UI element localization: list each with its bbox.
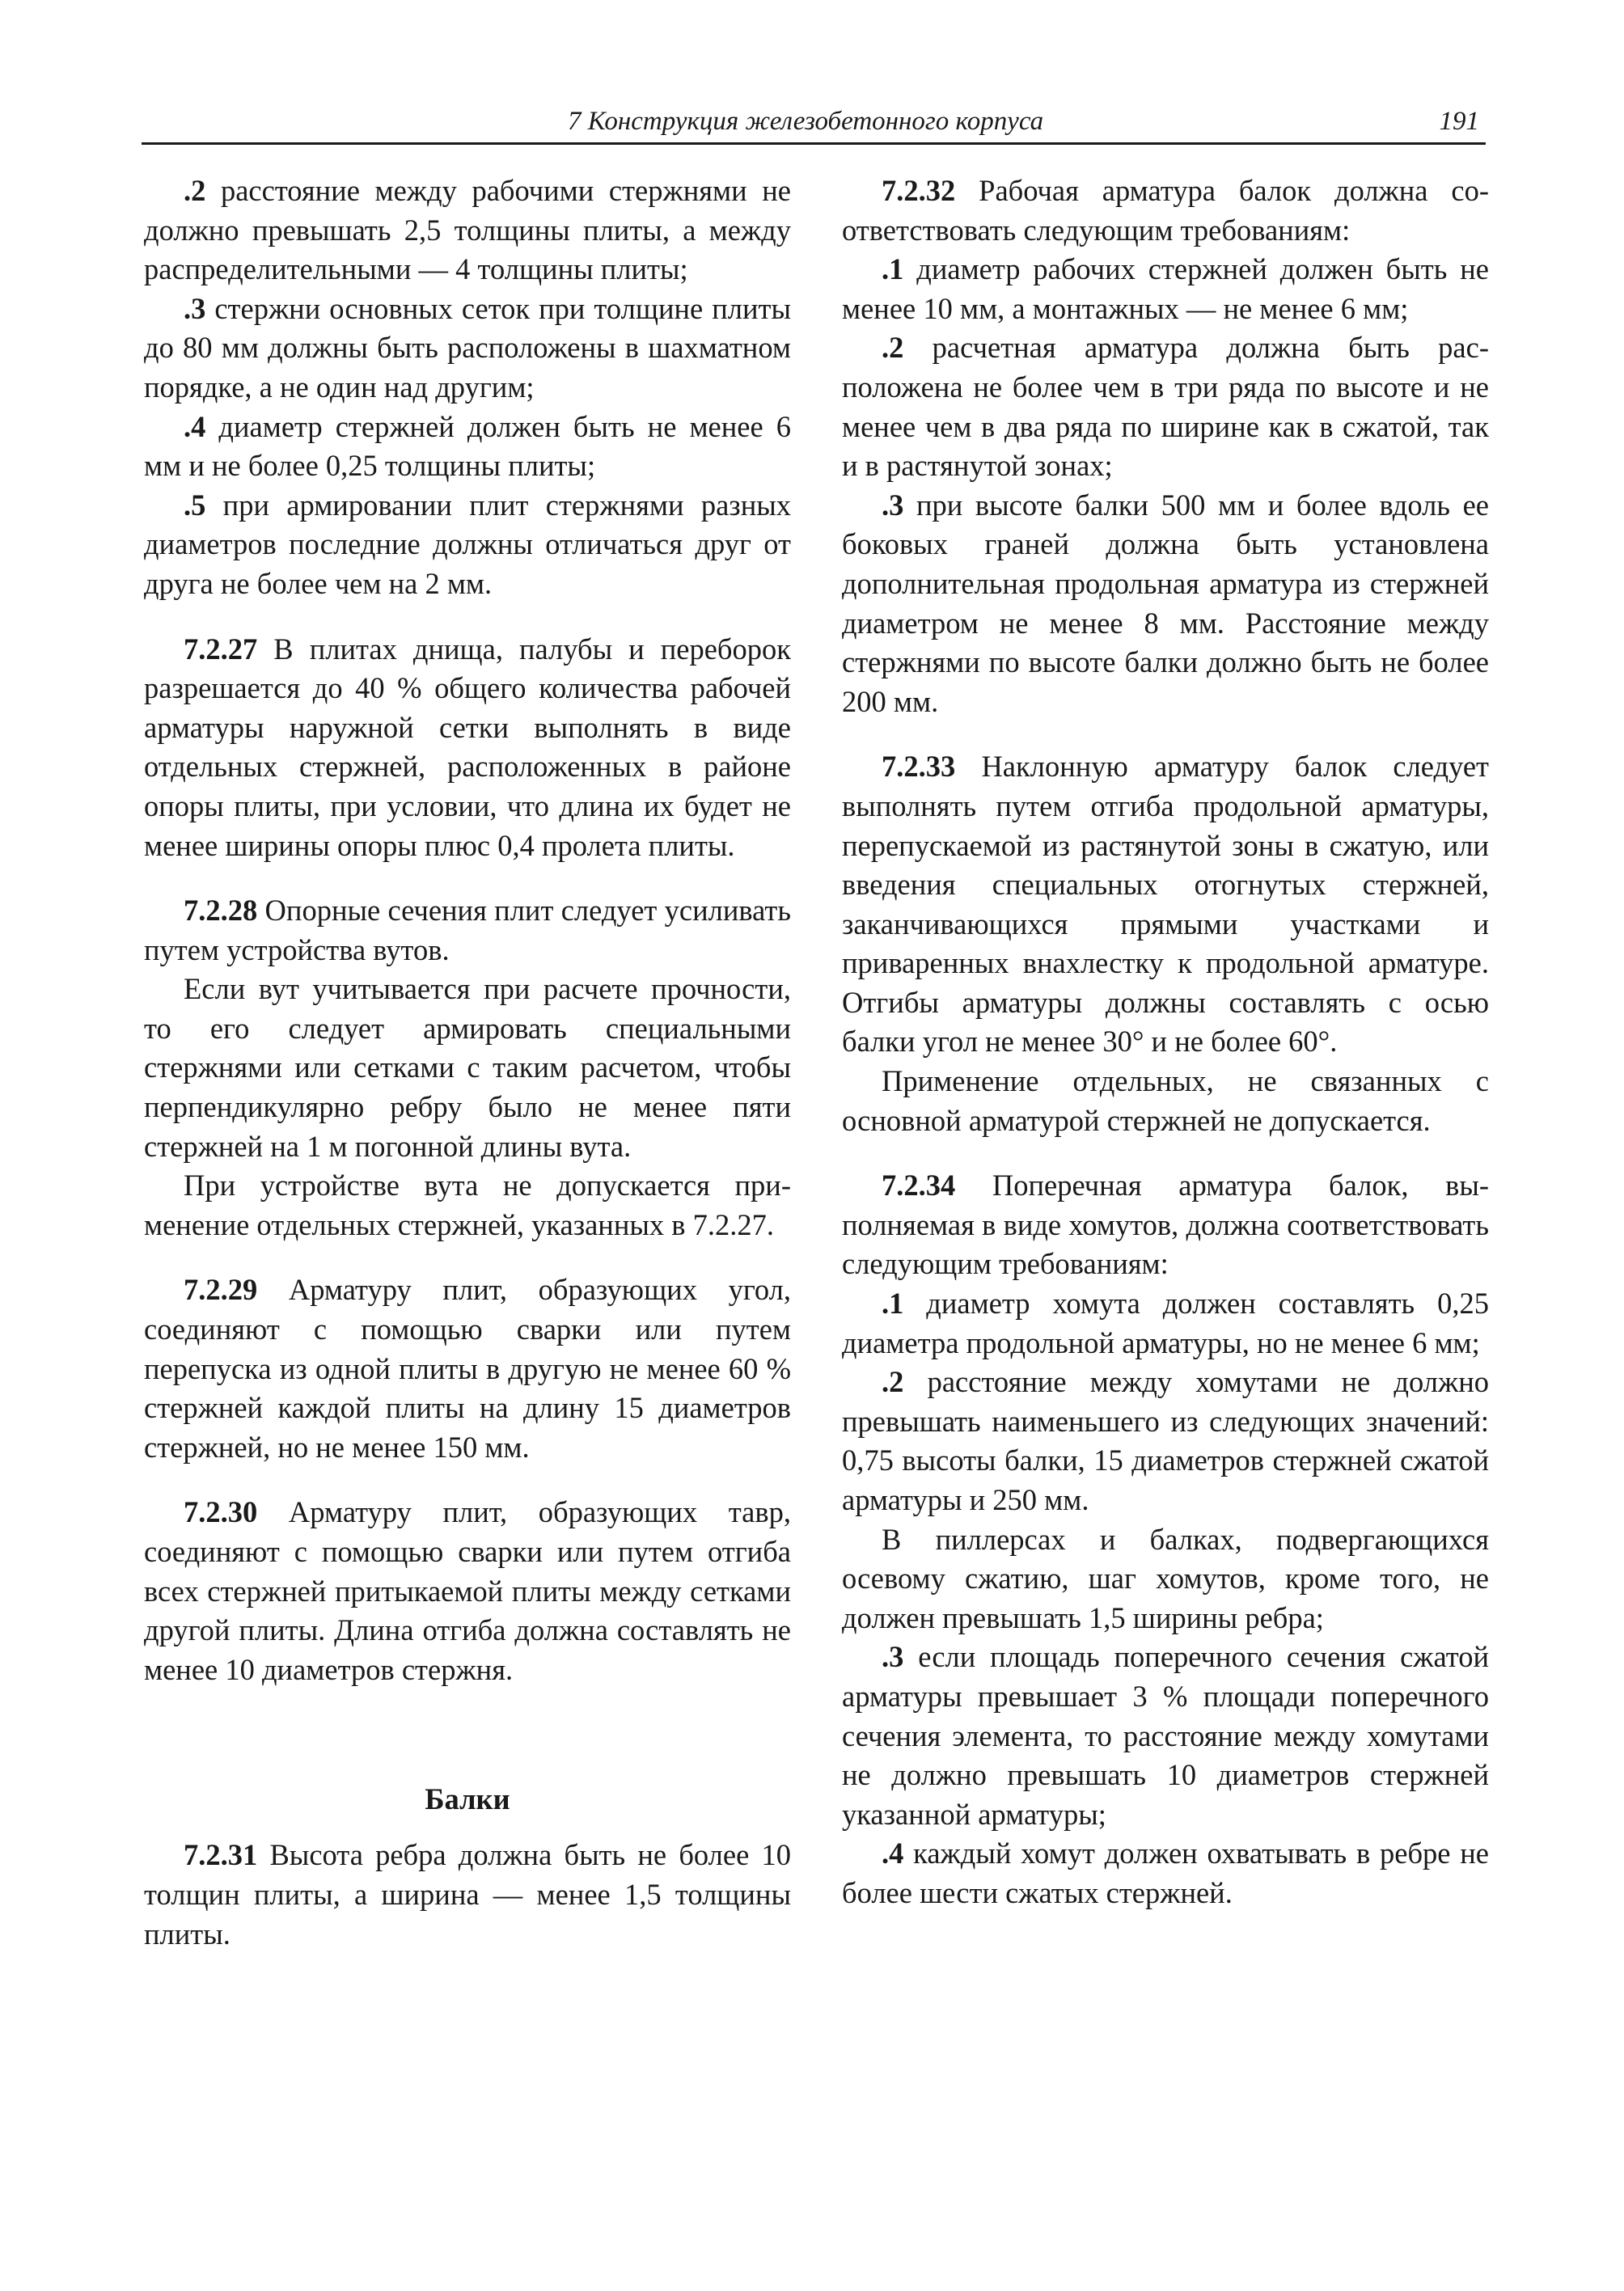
clause-text: диаметр стержней должен быть не менее 6 мм и не более 0,25 толщины плиты; [144,409,791,483]
clause-text: расстояние между рабочими стержнями не должно превышать 2,5 толщины плиты, а между распределительными — 4 толщины плиты; [144,174,791,286]
paragraph [842,747,1489,1062]
clause-number: 7.2.29 [184,1273,258,1307]
paragraph [842,1284,1489,1363]
paragraph [842,1166,1489,1284]
clause-text: Применение отдельных, не связанных с основной арматурой стержней не допускается. [842,1064,1489,1137]
clause-number: .3 [184,291,206,325]
paragraph [842,1834,1489,1913]
clause-number: 7.2.32 [882,174,956,207]
clause-text: Поперечная арматура балок, выполняемая в виде хомутов, должна соответствовать следующим требованиям: [842,1169,1489,1281]
clause-text: при высоте балки 500 мм и более вдоль ее боковых граней должна быть установлена дополнительная продольная арматура из стержней диаметром не менее 8 мм. Расстояние между стержнями по высоте балки должно быть не более 200 мм. [842,488,1489,718]
clause-text: диаметр рабочих стержней должен быть не менее 10 мм, а монтажных — не менее 6 мм; [842,252,1489,325]
paragraph [842,171,1489,250]
paragraph [144,408,791,486]
clause-number: .3 [882,488,904,522]
clause-number: .4 [184,409,206,443]
clause-number: .3 [882,1640,904,1674]
paragraph [144,1493,791,1689]
clause-number: .1 [882,252,904,286]
left-column [144,171,791,1954]
paragraph [144,171,791,290]
clause-number: .2 [882,1365,904,1399]
paragraph [144,970,791,1166]
clause-text: Арматуру плит, образующих тавр, соединяют с помощью сварки или путем отгиба всех стержней притыкаемой плиты между сетками другой плиты. Длина отгиба должна составлять не менее 10 диаметров стержня. [144,1495,791,1686]
clause-text: Арматуру плит, образующих угол, соединяют с помощью сварки или путем перепуска из одной плиты в другую не менее 60 % стержней каждой плиты на длину 15 диаметров стержней, но не менее 150 мм. [144,1273,791,1464]
clause-text: Наклонную арматуру балок следует выполнять путем отгиба продольной арматуры, перепускаемой из растянутой зоны в сжатую, или введения специальных отогнутых стержней, заканчивающихся прямыми участками и приваренных внахлестку к продольной арматуре. Отгибы арматуры должны составлять с осью балки угол не менее 30° и не более 60°. [842,750,1489,1059]
paragraph [144,290,791,408]
clause-text: В пиллерсах и балках, подвергающихся осевому сжатию, шаг хомутов, кроме того, не должен превышать 1,5 ширины ребра; [842,1522,1489,1634]
clause-number: 7.2.31 [184,1838,258,1872]
clause-number: .4 [882,1837,904,1870]
paragraph [144,891,791,970]
clause-text: стержни основных сеток при толщине плиты до 80 мм должны быть расположены в шахматном порядке, а не один над другим; [144,291,791,404]
paragraph [144,486,791,604]
clause-text: Рабочая арматура балок должна соответствовать следующим требованиям: [842,174,1489,247]
clause-number: .5 [184,488,206,522]
paragraph [842,1638,1489,1834]
paragraph [144,1166,791,1245]
paragraph [144,1270,791,1467]
clause-text: При устройстве вута не допускается применение отдельных стержней, указанных в 7.2.27. [144,1169,791,1241]
clause-text: Высота ребра должна быть не более 10 толщин плиты, а ширина — менее 1,5 толщины плиты. [144,1838,791,1951]
section-heading: Балки [425,1782,510,1816]
page-number: 191 [1439,107,1479,136]
paragraph [842,486,1489,722]
clause-number: 7.2.34 [882,1169,956,1203]
paragraph [842,328,1489,485]
paragraph [144,1836,791,1954]
clause-text: диаметр хомута должен составлять 0,25 диаметра продольной арматуры, но не менее 6 мм; [842,1287,1489,1359]
clause-text: В плитах днища, палубы и переборок разрешается до 40 % общего количества рабочей арматуры наружной сетки выполнять в виде отдельных стержней, расположенных в районе опоры плиты, при условии, что длина их будет не менее ширины опоры плюс 0,4 пролета плиты. [144,632,791,862]
clause-number: .1 [882,1287,904,1321]
clause-text: расстояние между хомутами не должно превышать наименьшего из следующих значений: 0,75 высоты балки, 15 диаметров стержней сжатой арматуры и 250 мм. [842,1365,1489,1516]
right-column [842,171,1489,1913]
clause-number: .2 [184,174,206,207]
clause-text: если площадь поперечного сечения сжатой арматуры превышает 3 % площади поперечного сечения элемента, то расстояние между хомутами не должно превышать 10 диаметров стержней указанной арматуры; [842,1640,1489,1831]
paragraph [842,1363,1489,1520]
clause-text: каждый хомут должен охватывать в ребре не более шести сжатых стержней. [842,1837,1489,1909]
clause-number: 7.2.33 [882,750,956,784]
clause-number: .2 [882,331,904,365]
clause-text: при армировании плит стержнями разных диаметров последние должны отличаться друг от друга не более чем на 2 мм. [144,488,791,600]
paragraph [144,630,791,866]
paragraph [842,250,1489,328]
clause-number: 7.2.27 [184,632,258,666]
chapter-title: 7 Конструкция железобетонного корпуса [568,107,1044,136]
paragraph [842,1520,1489,1638]
running-header [142,104,1486,145]
clause-text: расчетная арматура должна быть расположена не более чем в три ряда по высоте и не менее чем в два ряда по ширине как в сжатой, так и в растянутой зонах; [842,331,1489,483]
clause-text: Если вут учитывается при расчете прочности, то его следует армировать специальными стержнями или сетками с таким расчетом, чтобы перпендикулярно ребру было не менее пяти стержней на 1 м погонной длины вута. [144,972,791,1163]
clause-number: 7.2.30 [184,1495,258,1529]
clause-number: 7.2.28 [184,894,258,928]
paragraph [842,1062,1489,1140]
clause-text: Опорные сечения плит следует усиливать путем устройства вутов. [144,894,791,966]
